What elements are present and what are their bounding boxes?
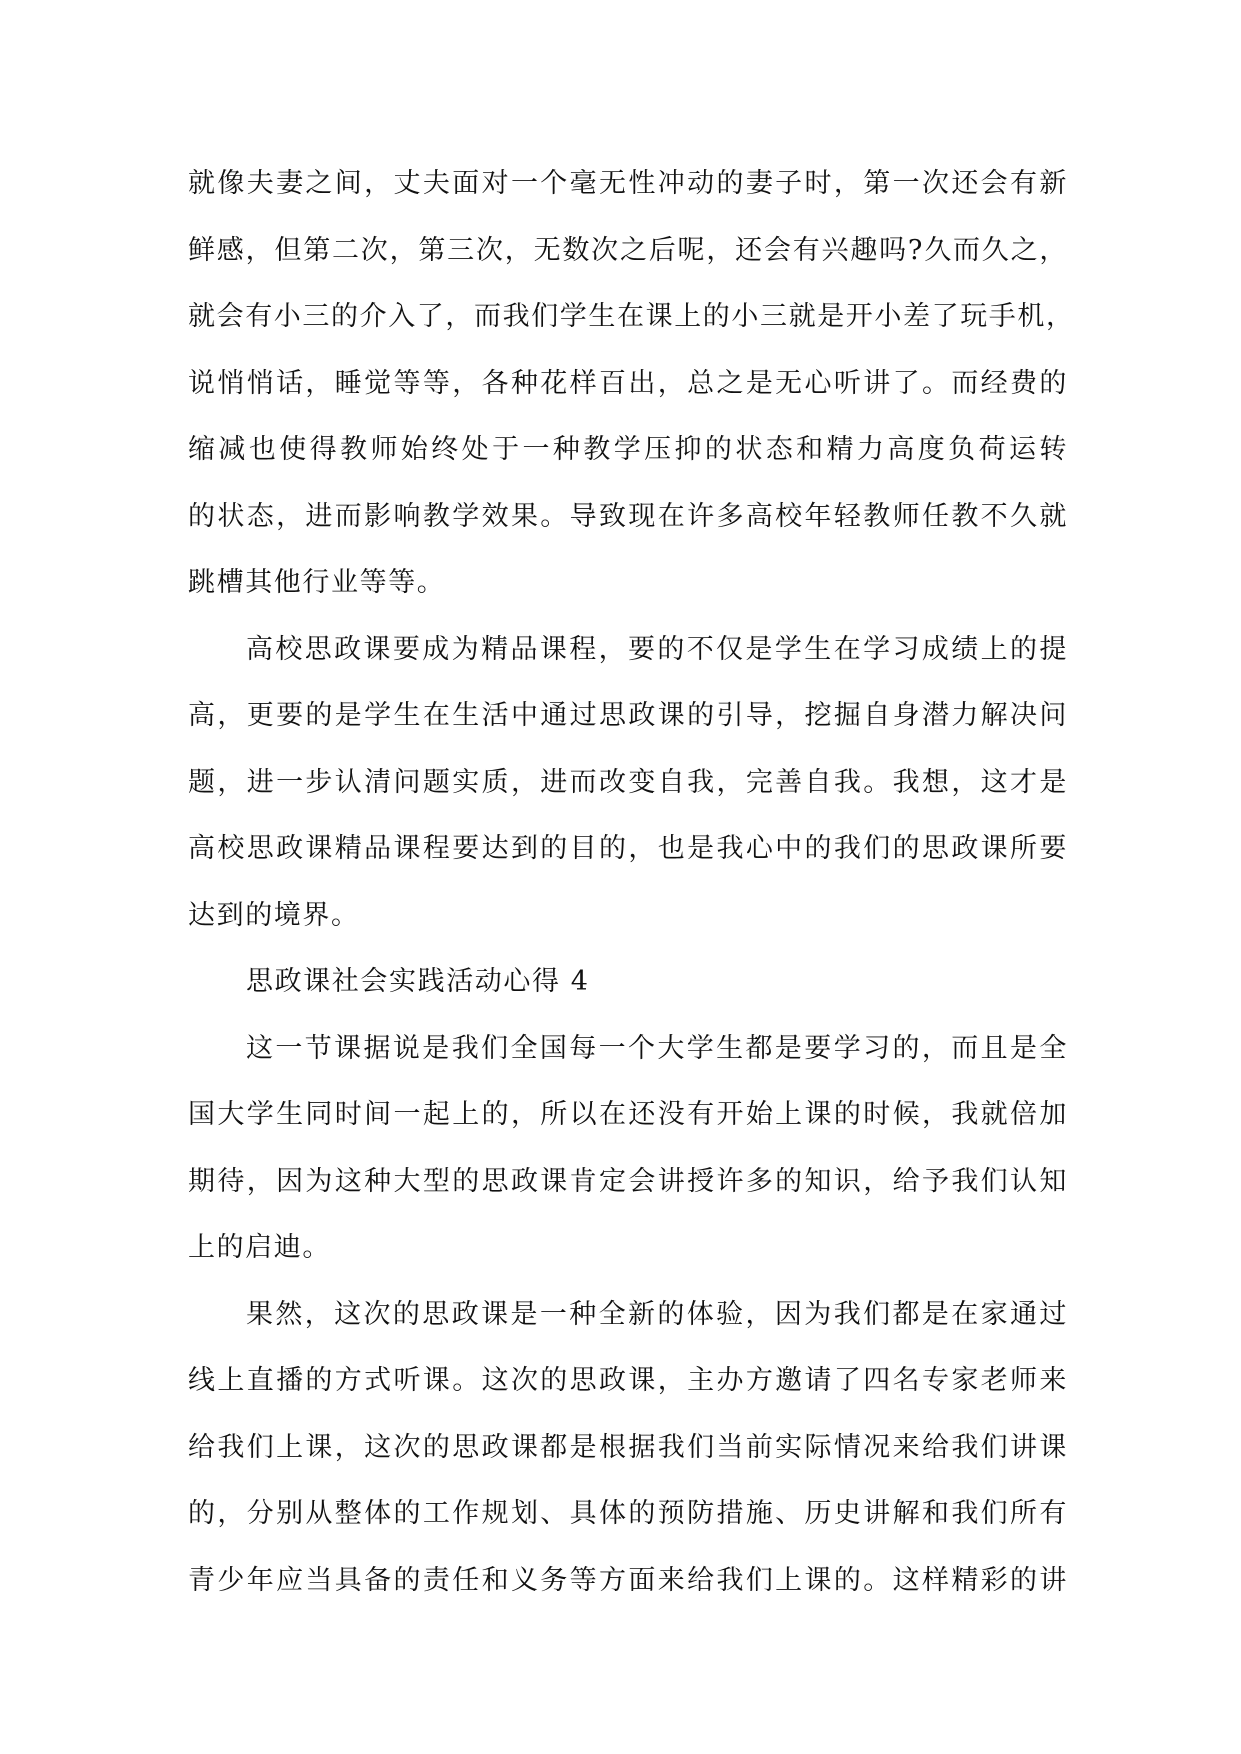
paragraph-first-line: 这一节课据说是我们全国每一个大学生都是要学习的，而且是全 bbox=[246, 1032, 1068, 1064]
text-line: 题，进一步认清问题实质，进而改变自我，完善自我。我想，这才是 bbox=[188, 766, 1068, 798]
text-line: 青少年应当具备的责任和义务等方面来给我们上课的。这样精彩的讲 bbox=[188, 1564, 1068, 1596]
section-heading: 思政课社会实践活动心得 4 bbox=[246, 966, 590, 997]
text-line: 给我们上课，这次的思政课都是根据我们当前实际情况来给我们讲课 bbox=[188, 1431, 1068, 1463]
paragraph-first-line: 果然，这次的思政课是一种全新的体验，因为我们都是在家通过 bbox=[246, 1298, 1068, 1330]
text-line: 期待，因为这种大型的思政课肯定会讲授许多的知识，给予我们认知 bbox=[188, 1165, 1068, 1197]
text-line: 就像夫妻之间，丈夫面对一个毫无性冲动的妻子时，第一次还会有新 bbox=[188, 168, 1068, 199]
text-line: 鲜感，但第二次，第三次，无数次之后呢，还会有兴趣吗?久而久之， bbox=[188, 234, 1068, 266]
text-line: 上的启迪。 bbox=[188, 1232, 331, 1263]
text-line: 就会有小三的介入了，而我们学生在课上的小三就是开小差了玩手机， bbox=[188, 301, 1075, 332]
document-body bbox=[188, 151, 1075, 1614]
text-line: 高校思政课精品课程要达到的目的，也是我心中的我们的思政课所要 bbox=[188, 833, 1068, 864]
text-line: 说悄悄话，睡觉等等，各种花样百出，总之是无心听讲了。而经费的 bbox=[188, 367, 1068, 399]
text-line: 高，更要的是学生在生活中通过思政课的引导，挖掘自身潜力解决问 bbox=[188, 700, 1068, 731]
text-line: 的状态，进而影响教学效果。导致现在许多高校年轻教师任教不久就 bbox=[188, 500, 1068, 532]
text-line: 的，分别从整体的工作规划、具体的预防措施、历史讲解和我们所有 bbox=[188, 1498, 1068, 1529]
text-line: 国大学生同时间一起上的，所以在还没有开始上课的时候，我就倍加 bbox=[188, 1099, 1068, 1130]
text-line: 线上直播的方式听课。这次的思政课，主办方邀请了四名专家老师来 bbox=[188, 1365, 1068, 1396]
text-line: 跳槽其他行业等等。 bbox=[188, 567, 446, 598]
paragraph-first-line: 高校思政课要成为精品课程，要的不仅是学生在学习成绩上的提 bbox=[246, 633, 1068, 665]
text-line: 达到的境界。 bbox=[188, 899, 360, 931]
text-line: 缩减也使得教师始终处于一种教学压抑的状态和精力高度负荷运转 bbox=[188, 434, 1068, 465]
